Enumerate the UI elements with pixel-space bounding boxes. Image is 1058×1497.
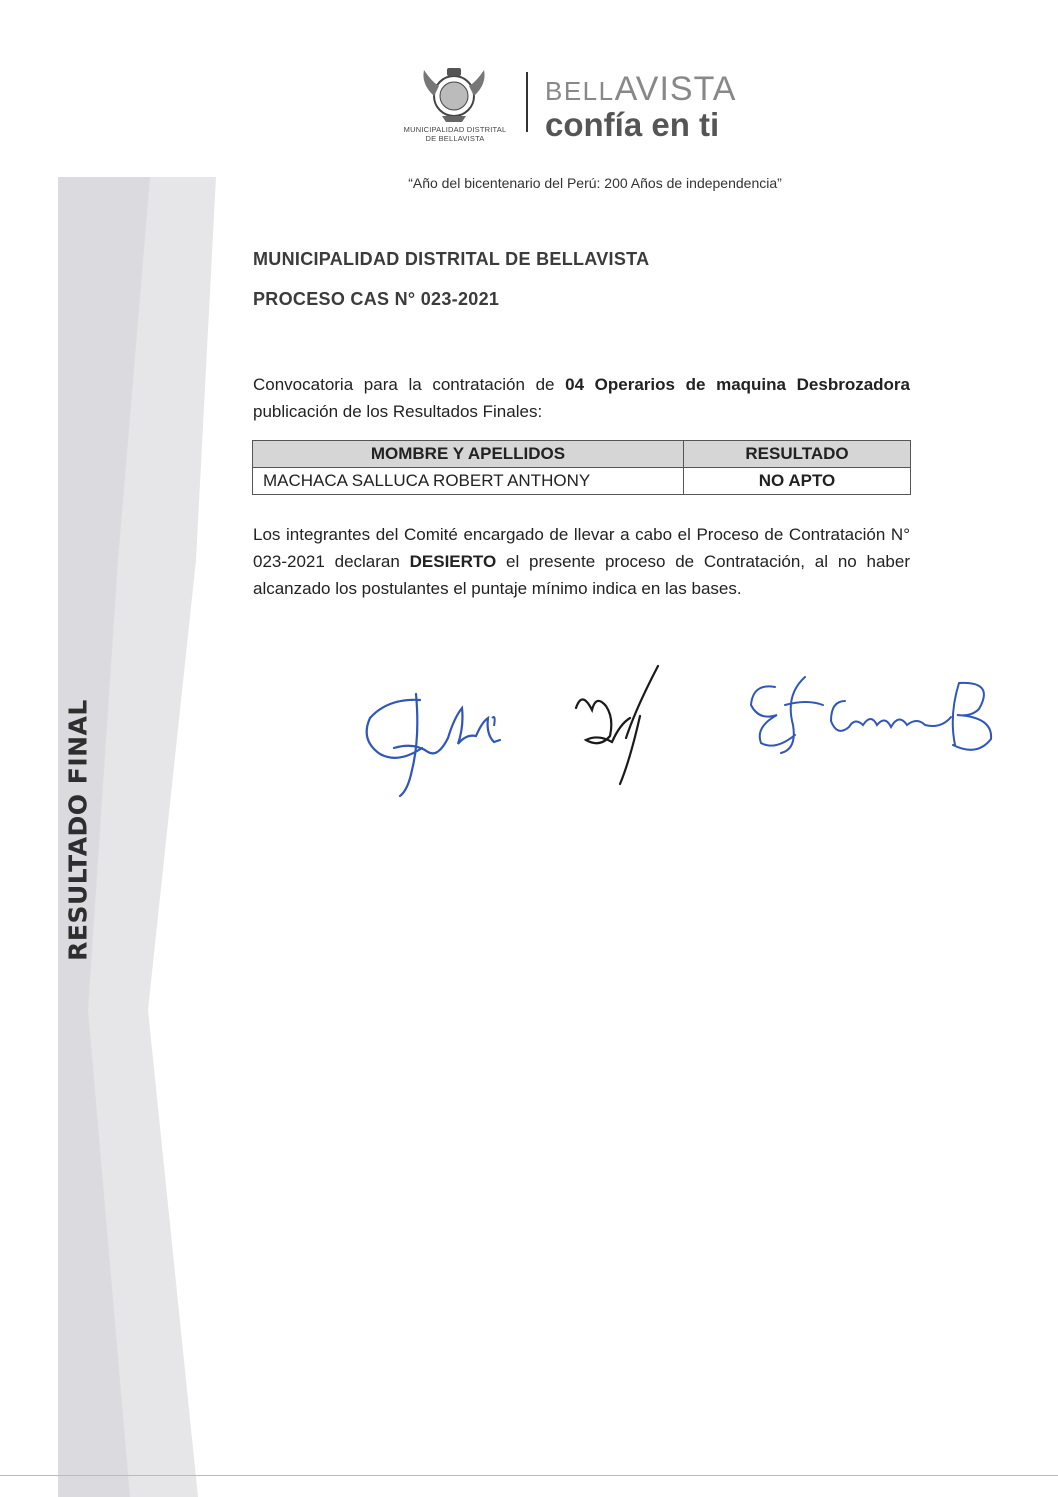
year-motto: “Año del bicentenario del Perú: 200 Años de independencia” xyxy=(408,175,782,191)
committee-signature-3 xyxy=(745,665,1000,760)
results-table xyxy=(252,440,911,495)
column-header-name: MOMBRE Y APELLIDOS xyxy=(253,441,684,468)
brand-wordmark xyxy=(545,70,737,143)
brand-top-part2: AVISTA xyxy=(614,70,737,108)
intro-paragraph: Convocatoria para la contratación de 04 Operarios de maquina Desbrozadora publicación de los Resultados Finales: xyxy=(253,375,910,421)
scan-edge-line xyxy=(0,1475,1058,1476)
result-cell: NO APTO xyxy=(684,468,911,495)
table-header-row xyxy=(253,441,911,468)
conclusion-paragraph: Los integrantes del Comité encargado de llevar a cabo el Proceso de Contratación N° 023-2021 declaran DESIERTO el presente proceso de Contratación, al no haber alcanzado los postulantes el puntaje mínimo indica en las bases. xyxy=(253,525,910,598)
applicant-name-cell: MACHACA SALLUCA ROBERT ANTHONY xyxy=(253,468,684,495)
brand-top-part1: BELL xyxy=(545,76,615,106)
municipal-seal-icon xyxy=(415,62,493,128)
seal-caption-line2: DE BELLAVISTA xyxy=(425,134,485,143)
side-ribbon-decoration xyxy=(0,0,230,1497)
table-row xyxy=(253,468,911,495)
brand-slogan: confía en ti xyxy=(545,106,720,143)
seal-caption-line1: MUNICIPALIDAD DISTRITAL xyxy=(403,125,507,134)
committee-signature-2 xyxy=(570,660,670,790)
logo-divider xyxy=(526,72,528,132)
institution-heading: MUNICIPALIDAD DISTRITAL DE BELLAVISTA xyxy=(253,249,650,269)
column-header-result: RESULTADO xyxy=(684,441,911,468)
process-heading: PROCESO CAS N° 023-2021 xyxy=(253,289,500,309)
committee-signature-1 xyxy=(358,678,518,803)
